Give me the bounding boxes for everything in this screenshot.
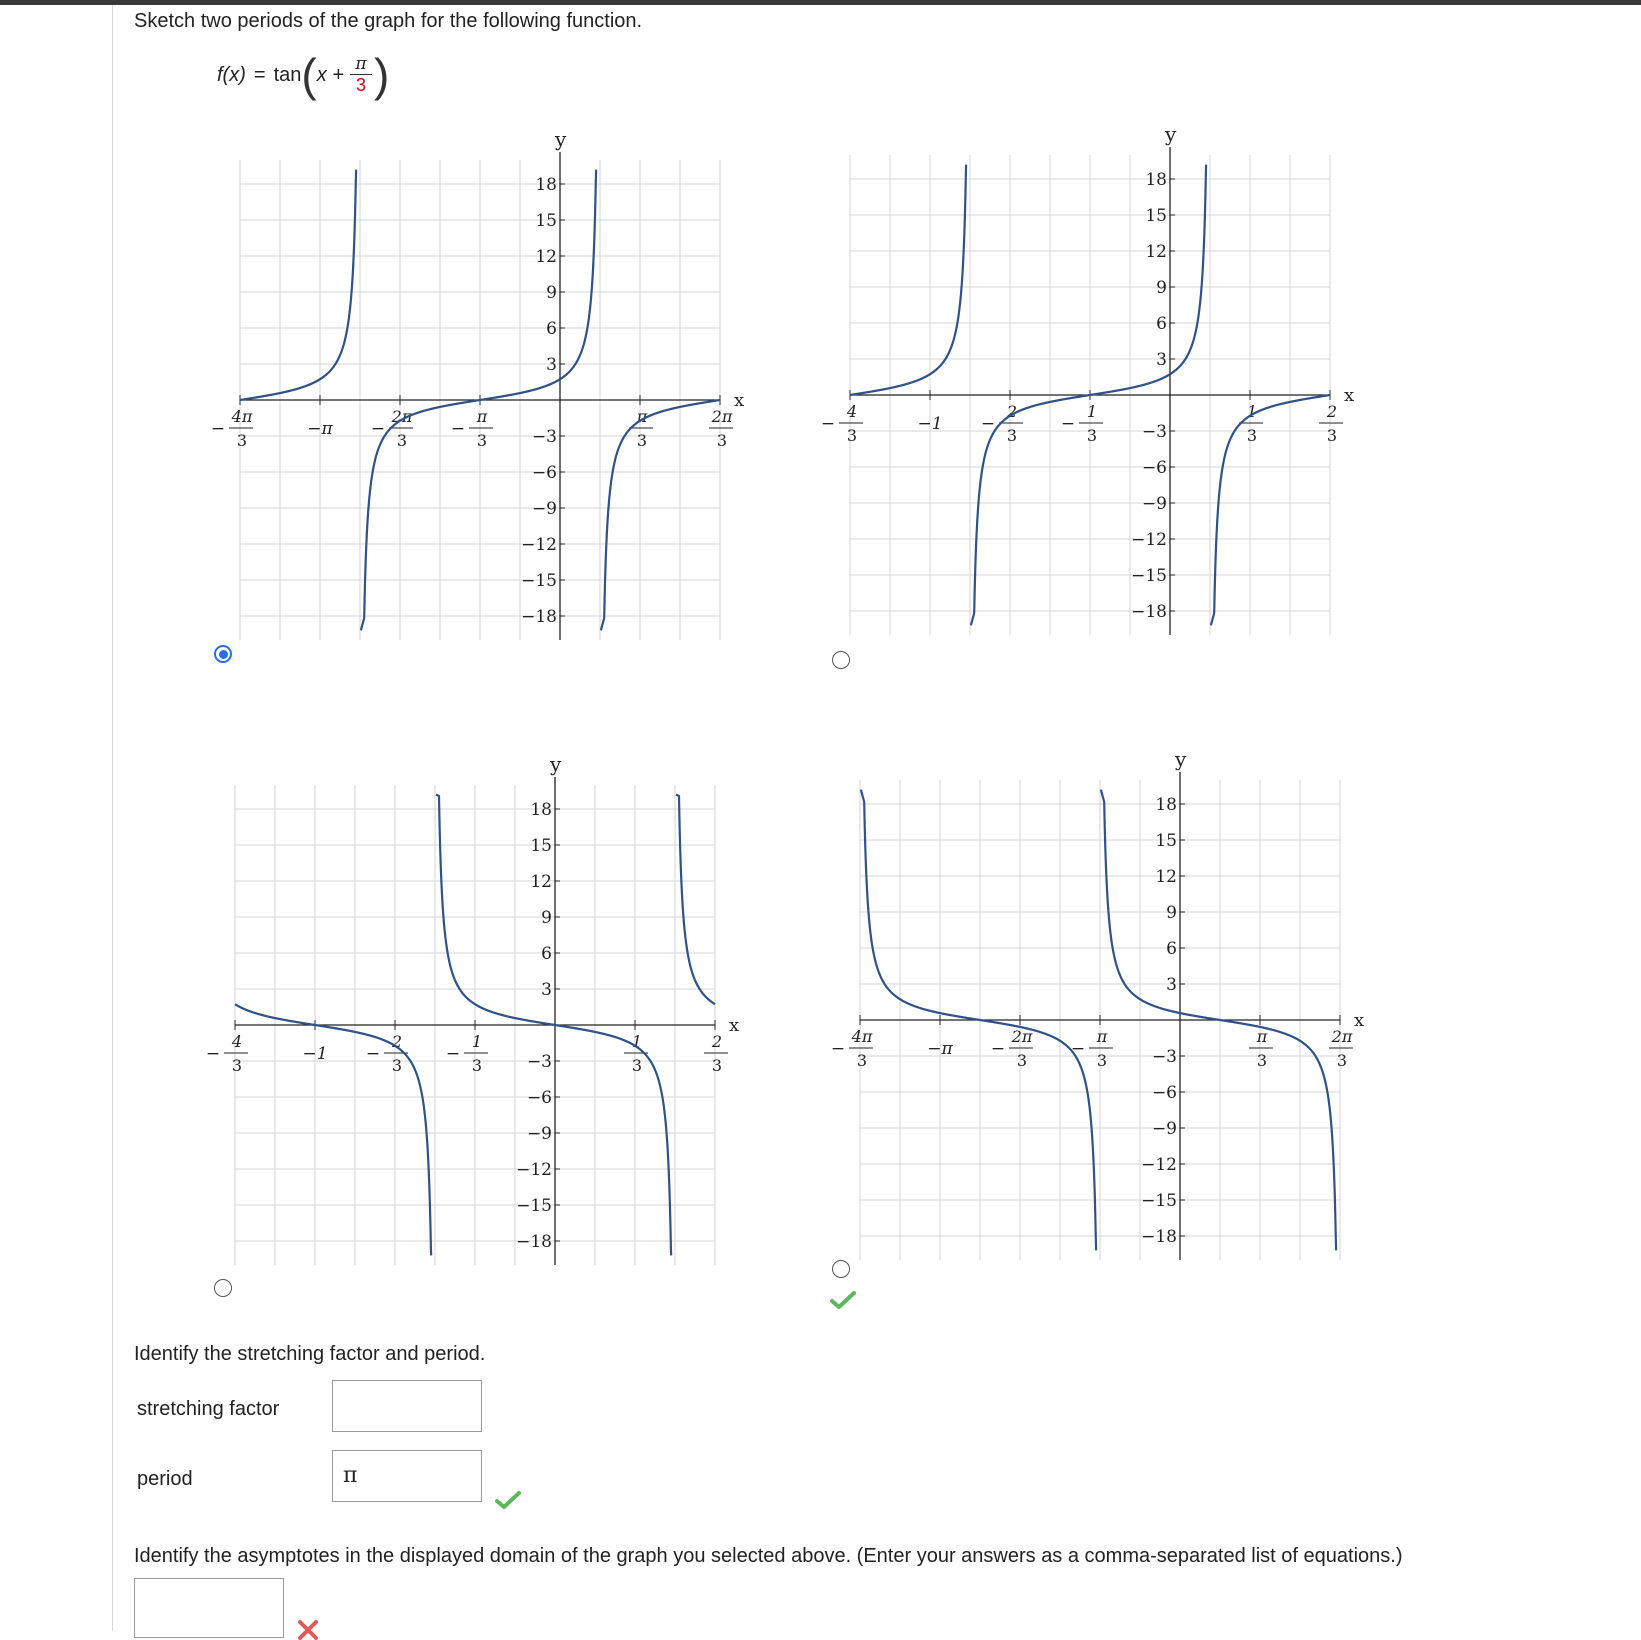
x-tick-label: −1 [302,1044,328,1064]
x-tick-denominator: 3 [1086,426,1098,445]
y-tick-label: −9 [526,1124,552,1144]
y-tick-label: −3 [531,427,557,447]
formula-equals: = [253,63,266,86]
y-tick-label: 18 [530,800,552,820]
x-tick-sign: − [820,414,836,434]
x-tick-numerator: 2 [711,1032,723,1051]
y-tick-label: 6 [541,944,552,964]
x-tick-denominator: 3 [231,1056,243,1075]
graph-option-2[interactable] [820,115,1400,695]
graph-2-plot [820,115,1400,675]
top-bar [0,0,1641,5]
part3-prompt: Identify the asymptotes in the displayed domain of the graph you selected above. (Enter your answers as a comma-separated list of equations.) [134,1545,1403,1567]
question-prompt: Sketch two periods of the graph for the following function. [134,10,643,32]
x-tick-numerator: 1 [471,1032,483,1051]
y-tick-label: −18 [516,1232,552,1252]
y-tick-label: −3 [1151,1047,1177,1067]
formula-fraction [350,56,372,94]
x-tick-numerator: 2 [1326,402,1338,421]
x-tick-numerator: 4 [846,402,858,421]
x-tick-denominator: 3 [1246,426,1258,445]
x-tick-sign: − [365,1044,381,1064]
y-tick-label: 9 [1166,903,1177,923]
x-axis-label: x [729,1015,740,1036]
x-tick-sign: − [830,1039,846,1059]
y-tick-label: 6 [546,319,557,339]
graph-3-plot [205,745,785,1305]
y-tick-label: 3 [546,355,557,375]
x-tick-denominator: 3 [1016,1051,1028,1070]
y-tick-label: −9 [1151,1119,1177,1139]
y-tick-label: 18 [1145,170,1167,190]
y-axis-label: y [1175,747,1187,771]
y-tick-label: −18 [521,607,557,627]
y-tick-label: 9 [546,283,557,303]
asymptotes-input[interactable] [134,1578,284,1638]
period-input[interactable]: π [332,1450,482,1502]
y-tick-label: −6 [1141,458,1167,478]
y-tick-label: 12 [535,247,557,267]
y-tick-label: −3 [526,1052,552,1072]
y-tick-label: 15 [1155,831,1177,851]
y-tick-label: −6 [531,463,557,483]
formula-denominator: 3 [355,75,366,95]
x-tick-denominator: 3 [711,1056,723,1075]
y-tick-label: −12 [1141,1155,1177,1175]
y-axis-label: y [550,752,562,776]
y-tick-label: −12 [521,535,557,555]
x-tick-numerator: 1 [631,1032,643,1051]
x-tick-numerator: 2 [1006,402,1018,421]
y-tick-label: 18 [535,175,557,195]
x-tick-denominator: 3 [471,1056,483,1075]
y-tick-label: −18 [1131,602,1167,622]
x-tick-denominator: 3 [716,431,728,450]
x-tick-numerator: 4 [231,1032,243,1051]
x-tick-numerator: π [1256,1027,1268,1046]
formula-function: tan [273,63,302,86]
y-tick-label: −9 [531,499,557,519]
function-formula [217,49,390,101]
y-axis-label: y [1165,122,1177,146]
y-tick-label: 15 [535,211,557,231]
graph-4-plot [830,740,1410,1300]
y-tick-label: 6 [1166,939,1177,959]
x-axis-label: x [1344,385,1355,406]
y-tick-label: −6 [526,1088,552,1108]
x-tick-denominator: 3 [476,431,488,450]
graph-option-4[interactable] [830,740,1410,1320]
x-tick-numerator: π [636,407,648,426]
formula-lhs: f(x) [217,63,246,86]
x-axis-label: x [734,390,745,411]
x-tick-numerator: 2π [391,407,413,426]
formula-numerator: π [355,54,367,74]
period-check-icon [495,1490,521,1510]
x-tick-denominator: 3 [391,1056,403,1075]
x-tick-denominator: 3 [396,431,408,450]
x-tick-sign: − [990,1039,1006,1059]
y-tick-label: −12 [1131,530,1167,550]
x-tick-denominator: 3 [236,431,248,450]
x-tick-numerator: 2π [1011,1027,1033,1046]
x-tick-denominator: 3 [1096,1051,1108,1070]
y-tick-label: 15 [1145,206,1167,226]
y-tick-label: −15 [521,571,557,591]
x-tick-numerator: 2π [711,407,733,426]
x-tick-denominator: 3 [631,1056,643,1075]
asymptotes-cross-icon [296,1620,322,1640]
x-tick-label: −π [307,419,333,439]
y-tick-label: 9 [541,908,552,928]
graph-option-3-radio[interactable] [214,1279,232,1297]
x-tick-numerator: 4π [851,1027,873,1046]
y-tick-label: −9 [1141,494,1167,514]
x-tick-sign: − [205,1044,221,1064]
x-tick-numerator: π [476,407,488,426]
x-tick-numerator: 2π [1331,1027,1353,1046]
formula-variable: x + [316,63,344,86]
x-tick-label: −1 [917,414,943,434]
x-tick-sign: − [445,1044,461,1064]
x-tick-numerator: 2 [391,1032,403,1051]
x-tick-numerator: 1 [1246,402,1258,421]
y-tick-label: −15 [1131,566,1167,586]
y-axis-label: y [555,127,567,151]
y-tick-label: 9 [1156,278,1167,298]
x-tick-sign: − [210,419,226,439]
y-tick-label: −18 [1141,1227,1177,1247]
y-tick-label: 6 [1156,314,1167,334]
x-tick-sign: − [450,419,466,439]
graph-option-1-radio[interactable] [214,645,232,663]
graph-4-check-icon [830,1290,856,1310]
x-tick-denominator: 3 [636,431,648,450]
y-tick-label: −15 [516,1196,552,1216]
graph-option-3[interactable] [205,745,785,1325]
graph-option-4-radio[interactable] [832,1260,850,1278]
graph-option-2-radio[interactable] [832,651,850,669]
x-tick-sign: − [1070,1039,1086,1059]
x-tick-numerator: 1 [1086,402,1098,421]
x-tick-denominator: 3 [1326,426,1338,445]
graph-option-1[interactable] [210,120,790,700]
y-tick-label: 3 [1156,350,1167,370]
period-label: period [137,1468,193,1490]
y-tick-label: −15 [1141,1191,1177,1211]
y-tick-label: 3 [541,980,552,1000]
y-tick-label: 12 [530,872,552,892]
formula-open-paren: ( [301,49,317,101]
x-tick-denominator: 3 [856,1051,868,1070]
x-tick-label: −π [927,1039,953,1059]
formula-close-paren: ) [373,49,390,101]
x-tick-denominator: 3 [1256,1051,1268,1070]
x-axis-label: x [1354,1010,1365,1031]
y-tick-label: 3 [1166,975,1177,995]
y-tick-label: −3 [1141,422,1167,442]
x-tick-denominator: 3 [1336,1051,1348,1070]
y-tick-label: −6 [1151,1083,1177,1103]
x-tick-denominator: 3 [1006,426,1018,445]
x-tick-numerator: π [1096,1027,1108,1046]
x-tick-sign: − [370,419,386,439]
x-tick-numerator: 4π [231,407,253,426]
stretching-factor-label: stretching factor [137,1398,280,1420]
y-tick-label: −12 [516,1160,552,1180]
x-tick-sign: − [980,414,996,434]
x-tick-sign: − [1060,414,1076,434]
y-tick-label: 12 [1155,867,1177,887]
graph-1-plot [210,120,790,680]
y-tick-label: 12 [1145,242,1167,262]
stretching-factor-input[interactable] [332,1380,482,1432]
x-tick-denominator: 3 [846,426,858,445]
y-tick-label: 15 [530,836,552,856]
left-rule [112,5,113,1631]
y-tick-label: 18 [1155,795,1177,815]
part2-prompt: Identify the stretching factor and period. [134,1343,486,1365]
